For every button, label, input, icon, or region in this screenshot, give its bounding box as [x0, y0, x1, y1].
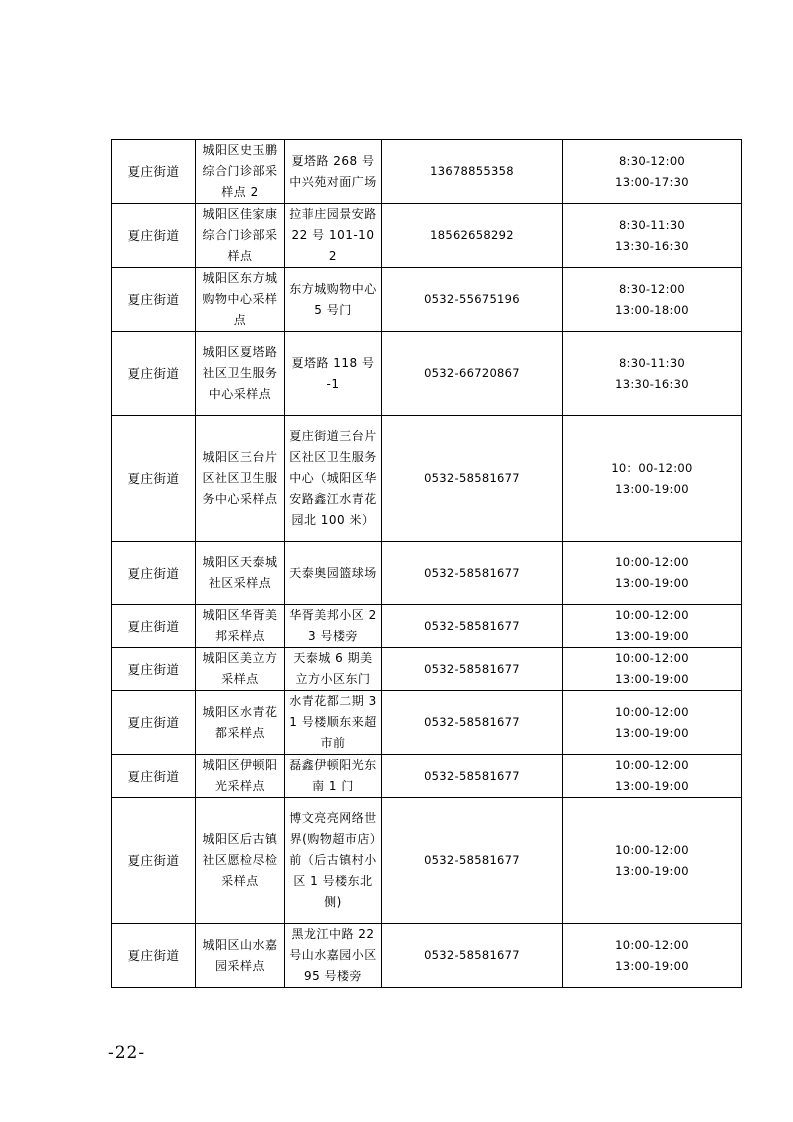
sampling-points-table	[111, 139, 742, 988]
hours-morning: 10:00-12:00	[615, 608, 689, 622]
street-cell: 夏庄街道	[112, 648, 196, 691]
street-cell: 夏庄街道	[112, 605, 196, 648]
address-cell: 东方城购物中心 5 号门	[285, 268, 382, 332]
phone-cell: 0532-58581677	[382, 755, 563, 798]
table-row	[112, 268, 742, 332]
hours-cell	[563, 268, 742, 332]
hours-afternoon: 13:00-19:00	[615, 958, 689, 973]
address-cell: 黑龙江中路 22 号山水嘉园小区 95 号楼旁	[285, 924, 382, 988]
address-cell: 博文亮亮网络世界(购物超市店）前（后古镇村小区 1 号楼东北侧)	[285, 798, 382, 924]
table-row	[112, 332, 742, 416]
hours-cell	[563, 332, 742, 416]
sampling-point-name-cell: 城阳区美立方采样点	[196, 648, 285, 691]
hours-afternoon: 13:30-16:30	[615, 376, 689, 391]
sampling-point-name-cell: 城阳区东方城购物中心采样点	[196, 268, 285, 332]
address-cell: 天泰奥园篮球场	[285, 542, 382, 605]
street-cell: 夏庄街道	[112, 268, 196, 332]
sampling-point-name-cell: 城阳区佳家康综合门诊部采样点	[196, 204, 285, 268]
street-cell: 夏庄街道	[112, 332, 196, 416]
hours-morning: 10:00-12:00	[615, 555, 689, 569]
street-cell: 夏庄街道	[112, 691, 196, 755]
phone-cell: 13678855358	[382, 140, 563, 204]
hours-cell	[563, 755, 742, 798]
street-cell: 夏庄街道	[112, 416, 196, 542]
address-cell: 夏塔路 268 号中兴苑对面广场	[285, 140, 382, 204]
address-cell: 夏塔路 118 号 -1	[285, 332, 382, 416]
hours-afternoon: 13:00-19:00	[615, 481, 689, 496]
hours-cell	[563, 648, 742, 691]
phone-cell: 0532-58581677	[382, 542, 563, 605]
hours-morning: 10：00-12:00	[611, 460, 693, 475]
table-row	[112, 648, 742, 691]
hours-afternoon: 13:00-18:00	[615, 302, 689, 317]
hours-cell	[563, 204, 742, 268]
hours-morning: 8:30-12:00	[618, 153, 686, 168]
address-cell: 天泰城 6 期美立方小区东门	[285, 648, 382, 691]
street-cell: 夏庄街道	[112, 798, 196, 924]
hours-morning: 10:00-12:00	[615, 704, 689, 719]
phone-cell: 0532-58581677	[382, 416, 563, 542]
sampling-point-name-cell: 城阳区夏塔路社区卫生服务中心采样点	[196, 332, 285, 416]
hours-afternoon: 13:00-19:00	[615, 629, 689, 643]
sampling-point-name-cell: 城阳区天泰城社区采样点	[196, 542, 285, 605]
hours-cell	[563, 140, 742, 204]
hours-morning: 10:00-12:00	[615, 937, 689, 952]
phone-cell: 18562658292	[382, 204, 563, 268]
table-row	[112, 924, 742, 988]
hours-afternoon: 13:00-19:00	[615, 672, 689, 686]
hours-morning: 10:00-12:00	[615, 842, 689, 857]
hours-cell	[563, 691, 742, 755]
table-row	[112, 691, 742, 755]
hours-cell	[563, 798, 742, 924]
street-cell: 夏庄街道	[112, 140, 196, 204]
table-row	[112, 798, 742, 924]
page-number: -22-	[108, 1043, 146, 1063]
hours-cell	[563, 605, 742, 648]
phone-cell: 0532-66720867	[382, 332, 563, 416]
phone-cell: 0532-58581677	[382, 798, 563, 924]
table-row	[112, 140, 742, 204]
sampling-point-name-cell: 城阳区水青花都采样点	[196, 691, 285, 755]
table-row	[112, 204, 742, 268]
hours-afternoon: 13:00-19:00	[615, 863, 689, 878]
hours-morning: 8:30-12:00	[618, 281, 686, 296]
sampling-point-name-cell: 城阳区三台片区社区卫生服务中心采样点	[196, 416, 285, 542]
phone-cell: 0532-58581677	[382, 691, 563, 755]
street-cell: 夏庄街道	[112, 204, 196, 268]
hours-cell	[563, 924, 742, 988]
hours-morning: 10:00-12:00	[615, 758, 689, 772]
table-row	[112, 605, 742, 648]
table-body	[112, 140, 742, 988]
sampling-point-name-cell: 城阳区山水嘉园采样点	[196, 924, 285, 988]
sampling-point-name-cell: 城阳区伊顿阳光采样点	[196, 755, 285, 798]
address-cell: 华胥美邦小区 23 号楼旁	[285, 605, 382, 648]
address-cell: 拉菲庄园景安路 22 号 101-102	[285, 204, 382, 268]
street-cell: 夏庄街道	[112, 924, 196, 988]
hours-cell	[563, 542, 742, 605]
table-row	[112, 416, 742, 542]
phone-cell: 0532-55675196	[382, 268, 563, 332]
street-cell: 夏庄街道	[112, 542, 196, 605]
sampling-point-name-cell: 城阳区华胥美邦采样点	[196, 605, 285, 648]
hours-afternoon: 13:00-19:00	[615, 576, 689, 590]
hours-morning: 10:00-12:00	[615, 651, 689, 665]
sampling-point-name-cell: 城阳区史玉鹏综合门诊部采样点 2	[196, 140, 285, 204]
address-cell: 夏庄街道三台片区社区卫生服务中心（城阳区华安路鑫江水青花园北 100 米）	[285, 416, 382, 542]
phone-cell: 0532-58581677	[382, 605, 563, 648]
table-row	[112, 542, 742, 605]
phone-cell: 0532-58581677	[382, 924, 563, 988]
phone-cell: 0532-58581677	[382, 648, 563, 691]
hours-afternoon: 13:00-19:00	[615, 725, 689, 740]
hours-cell	[563, 416, 742, 542]
table-row	[112, 755, 742, 798]
hours-afternoon: 13:00-19:00	[615, 779, 689, 793]
sampling-point-name-cell: 城阳区后古镇社区愿检尽检采样点	[196, 798, 285, 924]
hours-morning: 8:30-11:30	[618, 355, 686, 370]
address-cell: 水青花都二期 31 号楼顺东来超市前	[285, 691, 382, 755]
address-cell: 磊鑫伊顿阳光东南 1 门	[285, 755, 382, 798]
hours-afternoon: 13:30-16:30	[615, 238, 689, 253]
hours-afternoon: 13:00-17:30	[615, 174, 689, 189]
street-cell: 夏庄街道	[112, 755, 196, 798]
hours-morning: 8:30-11:30	[618, 217, 686, 232]
